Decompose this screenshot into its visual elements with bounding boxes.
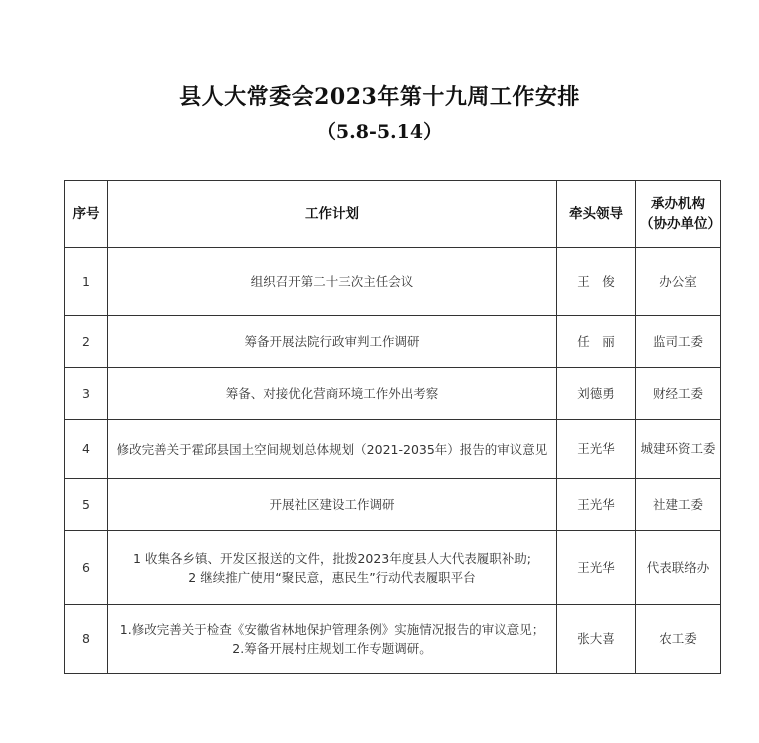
header-seq: 序号 [65, 181, 108, 248]
row-leader: 张大喜 [557, 605, 636, 674]
table-row [65, 420, 721, 479]
row-unit: 办公室 [636, 248, 721, 316]
header-plan: 工作计划 [108, 181, 557, 248]
row-seq: 2 [65, 316, 108, 368]
row-leader: 王 俊 [557, 248, 636, 316]
plan-line: 修改完善关于霍邱县国土空间规划总体规划（2021-2035年）报告的审议意见 [116, 441, 548, 457]
document-date-range: （5.8-5.14） [316, 121, 443, 143]
plan-line: 2 继续推广使用“聚民意，惠民生”行动代表履职平台 [188, 569, 476, 585]
table-row [65, 368, 721, 420]
row-leader: 王光华 [557, 420, 636, 479]
plan-line: 1 收集各乡镇、开发区报送的文件，批拨2023年度县人大代表履职补助; [133, 550, 531, 566]
row-plan [108, 605, 557, 674]
header-unit: 承办机构（协办单位） [636, 181, 721, 248]
row-plan [108, 420, 557, 479]
table-row [65, 605, 721, 674]
plan-line: 筹备、对接优化营商环境工作外出考察 [225, 386, 439, 401]
plan-line: 1.修改完善关于检查《安徽省林地保护管理条例》实施情况报告的审议意见； [119, 622, 545, 637]
row-leader: 刘德勇 [557, 368, 636, 420]
row-unit: 农工委 [636, 605, 721, 674]
row-plan [108, 316, 557, 368]
plan-line: 2.筹备开展村庄规划工作专题调研。 [232, 641, 432, 656]
row-seq: 3 [65, 368, 108, 420]
header-leader: 牵头领导 [557, 181, 636, 248]
row-plan [108, 368, 557, 420]
row-unit: 代表联络办 [636, 531, 721, 605]
row-plan [108, 479, 557, 531]
row-plan [108, 248, 557, 316]
row-leader: 王光华 [557, 479, 636, 531]
document-title: 县人大常委会2023年第十九周工作安排 [179, 84, 580, 110]
row-seq: 1 [65, 248, 108, 316]
row-unit: 财经工委 [636, 368, 721, 420]
row-unit: 监司工委 [636, 316, 721, 368]
table-row [65, 479, 721, 531]
table-header-row [65, 181, 721, 248]
row-unit: 社建工委 [636, 479, 721, 531]
table-row [65, 531, 721, 605]
row-leader: 任 丽 [557, 316, 636, 368]
plan-line: 开展社区建设工作调研 [269, 497, 395, 512]
row-plan [108, 531, 557, 605]
plan-line: 筹备开展法院行政审判工作调研 [244, 334, 420, 349]
plan-line: 组织召开第二十三次主任会议 [250, 274, 414, 289]
row-seq: 6 [65, 531, 108, 605]
row-seq: 5 [65, 479, 108, 531]
work-plan-table [64, 180, 721, 674]
row-seq: 8 [65, 605, 108, 674]
table-row [65, 248, 721, 316]
row-unit: 城建环资工委 [636, 420, 721, 479]
table-row [65, 316, 721, 368]
row-seq: 4 [65, 420, 108, 479]
row-leader: 王光华 [557, 531, 636, 605]
